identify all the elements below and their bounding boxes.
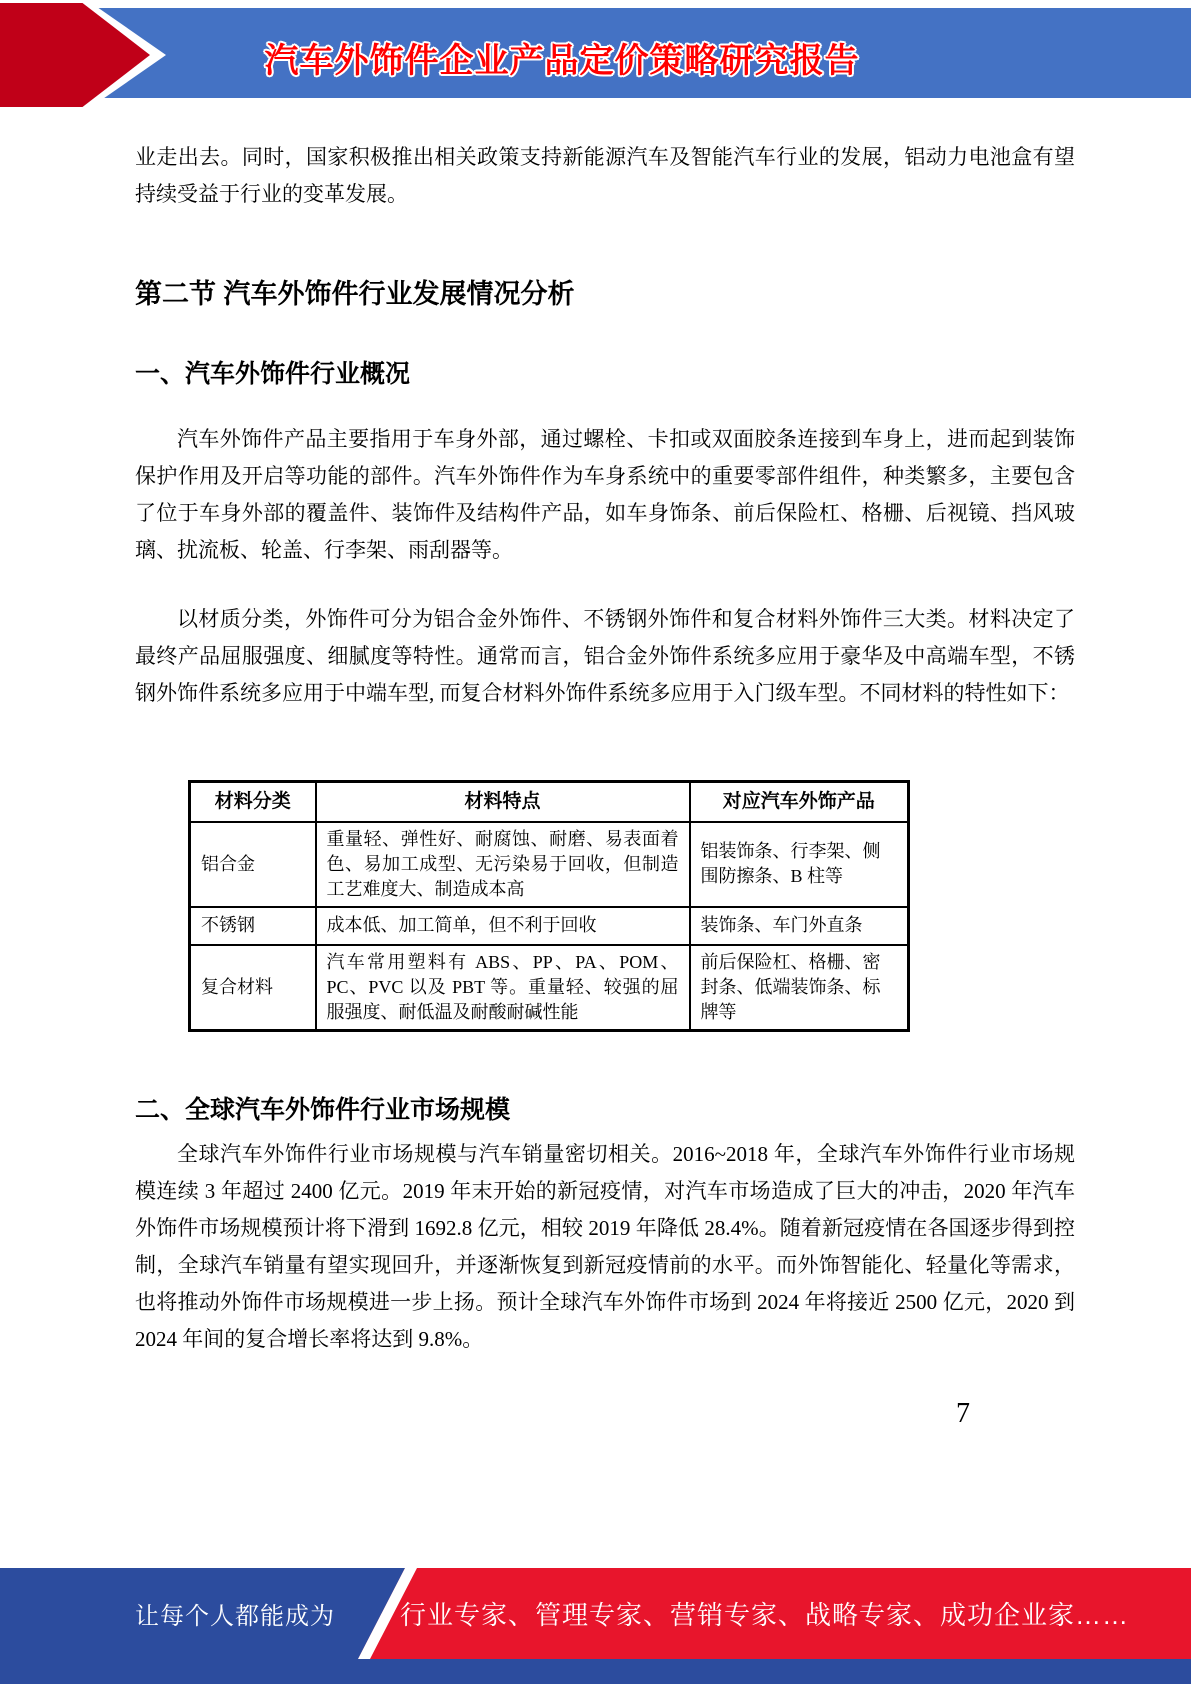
report-title: 汽车外饰件企业产品定价策略研究报告 xyxy=(264,42,860,80)
section-heading: 第二节 汽车外饰件行业发展情况分析 xyxy=(135,279,575,309)
table-header-material-feature: 材料特点 xyxy=(316,782,690,822)
cell-material-class: 铝合金 xyxy=(190,822,316,907)
table-header-row xyxy=(190,782,909,822)
subsection1-heading: 一、汽车外饰件行业概况 xyxy=(135,360,411,388)
footer-slogan-left: 让每个人都能成为 xyxy=(135,1603,335,1630)
cell-material-feature: 重量轻、弹性好、耐腐蚀、耐磨、易表面着色、易加工成型、无污染易于回收，但制造工艺难度大、制造成本高 xyxy=(316,822,690,907)
table-header-product: 对应汽车外饰产品 xyxy=(690,782,909,822)
page-number: 7 xyxy=(956,1398,970,1429)
cell-product: 铝装饰条、行李架、侧围防擦条、B 柱等 xyxy=(690,822,909,907)
cell-material-class: 不锈钢 xyxy=(190,907,316,945)
cell-product: 装饰条、车门外直条 xyxy=(690,907,909,945)
cell-product: 前后保险杠、格栅、密封条、低端装饰条、标牌等 xyxy=(690,945,909,1031)
cell-material-feature: 成本低、加工简单，但不利于回收 xyxy=(316,907,690,945)
paragraph-exterior-parts: 汽车外饰件产品主要指用于车身外部，通过螺栓、卡扣或双面胶条连接到车身上，进而起到装饰保护作用及开启等功能的部件。汽车外饰件作为车身系统中的重要零部件组件，种类繁多，主要包含了位于车身外部的覆盖件、装饰件及结构件产品，如车身饰条、前后保险杠、格栅、后视镜、挡风玻璃、扰流板、轮盖、行李架、雨刮器等。 xyxy=(135,427,1075,562)
paragraph-material-types: 以材质分类，外饰件可分为铝合金外饰件、不锈钢外饰件和复合材料外饰件三大类。材料决定了最终产品屈服强度、细腻度等特性。通常而言，铝合金外饰件系统多应用于豪华及中高端车型，不锈钢外饰件系统多应用于中端车型, 而复合材料外饰件系统多应用于入门级车型。不同材料的特性如下： xyxy=(135,607,1075,705)
table-row xyxy=(190,907,909,945)
subsection2-heading: 二、全球汽车外饰件行业市场规模 xyxy=(135,1096,511,1124)
footer-slogan-right: 行业专家、管理专家、营销专家、战略专家、成功企业家…… xyxy=(400,1600,1130,1630)
cell-material-class: 复合材料 xyxy=(190,945,316,1031)
table-row xyxy=(190,822,909,907)
paragraph-market-size: 全球汽车外饰件行业市场规模与汽车销量密切相关。2016~2018 年，全球汽车外饰件行业市场规模连续 3 年超过 2400 亿元。2019 年末开始的新冠疫情，对汽车市场造成了巨大的冲击，2020 年汽车外饰件市场规模预计将下滑到 1692.8 亿元，相较 2019 年降低 28.4%。随着新冠疫情在各国逐步得到控制，全球汽车销量有望实现回升，并逐渐恢复到新冠疫情前的水平。而外饰智能化、轻量化等需求，也将推动外饰件市场规模进一步上扬。预计全球汽车外饰件市场到 2024 年将接近 2500 亿元，2020 到 2024 年间的复合增长率将达到 9.8%。 xyxy=(135,1142,1075,1351)
footer-bottom-strip xyxy=(0,1659,1191,1684)
footer-band xyxy=(0,1568,1191,1659)
materials-table xyxy=(188,780,910,1032)
table-row xyxy=(190,945,909,1031)
intro-paragraph: 业走出去。同时，国家积极推出相关政策支持新能源汽车及智能汽车行业的发展，铝动力电池盒有望持续受益于行业的变革发展。 xyxy=(135,145,1075,206)
table-header-material-class: 材料分类 xyxy=(190,782,316,822)
cell-material-feature: 汽车常用塑料有 ABS、PP、PA、POM、PC、PVC 以及 PBT 等。重量轻、较强的屈服强度、耐低温及耐酸耐碱性能 xyxy=(316,945,690,1031)
